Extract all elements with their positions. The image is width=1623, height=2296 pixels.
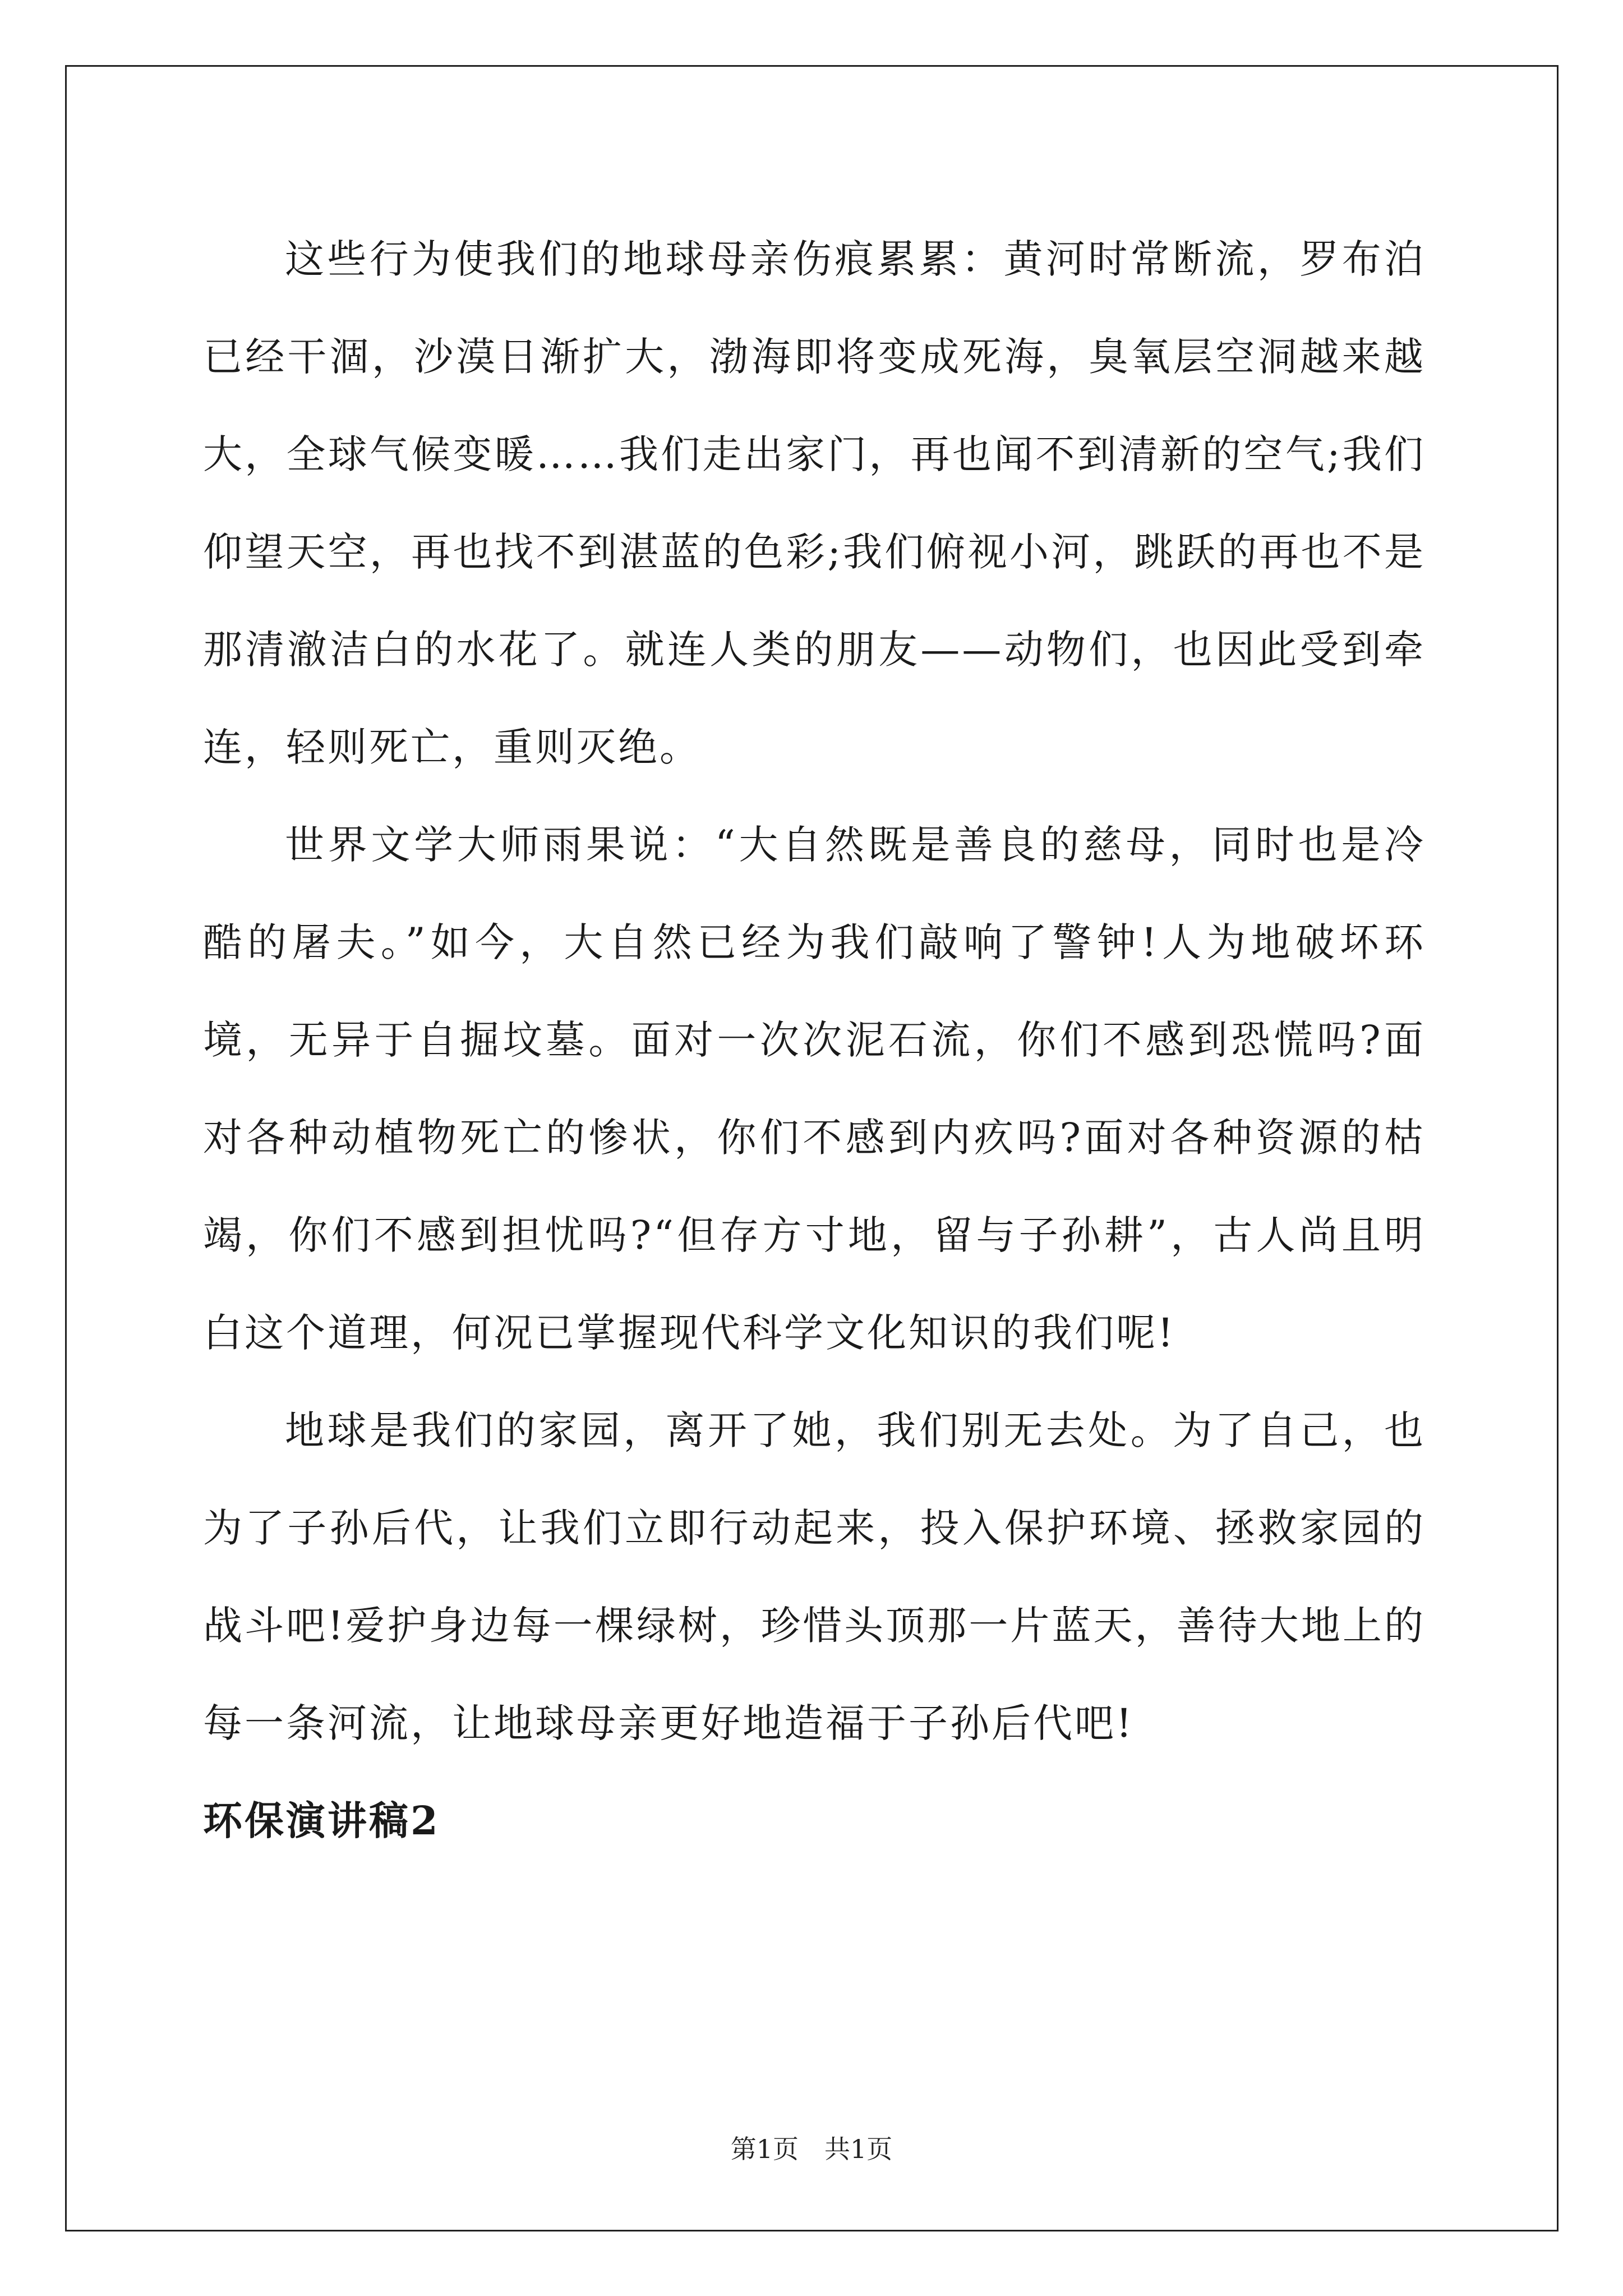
page-footer: 第1页 共1页 — [730, 2134, 893, 2164]
section-heading: 环保演讲稿2 — [203, 1797, 440, 1844]
paragraph-earth-damage: 这些行为使我们的地球母亲伤痕累累：黄河时常断流，罗布泊已经干涸，沙漠日渐扩大，渤海即将变成死海，臭氧层空洞越来越大，全球气候变暖……我们走出家门，再也闻不到清新的空气;我们仰望天空，再也找不到湛蓝的色彩;我们俯视小河，跳跃的再也不是那清澈洁白的水花了。就连人类的朋友——动物们，也因此受到牵连，轻则死亡，重则灭绝。 — [203, 236, 1426, 770]
paragraph-hugo-quote: 世界文学大师雨果说：“大自然既是善良的慈母，同时也是冷酷的屠夫。”如今，大自然已经为我们敲响了警钟!人为地破坏环境，无异于自掘坟墓。面对一次次泥石流，你们不感到恐慌吗?面对各种动植物死亡的惨状，你们不感到内疚吗?面对各种资源的枯竭，你们不感到担忧吗?“但存方寸地，留与子孙耕”，古人尚且明白这个道理，何况已掌握现代科学文化知识的我们呢! — [203, 822, 1426, 1356]
paragraph-call-to-action: 地球是我们的家园，离开了她，我们别无去处。为了自己，也为了子孙后代，让我们立即行动起来，投入保护环境、拯救家园的战斗吧!爱护身边每一棵绿树，珍惜头顶那一片蓝天，善待大地上的每一条河流，让地球母亲更好地造福于子孙后代吧! — [203, 1407, 1426, 1746]
document-body — [203, 210, 1426, 1870]
